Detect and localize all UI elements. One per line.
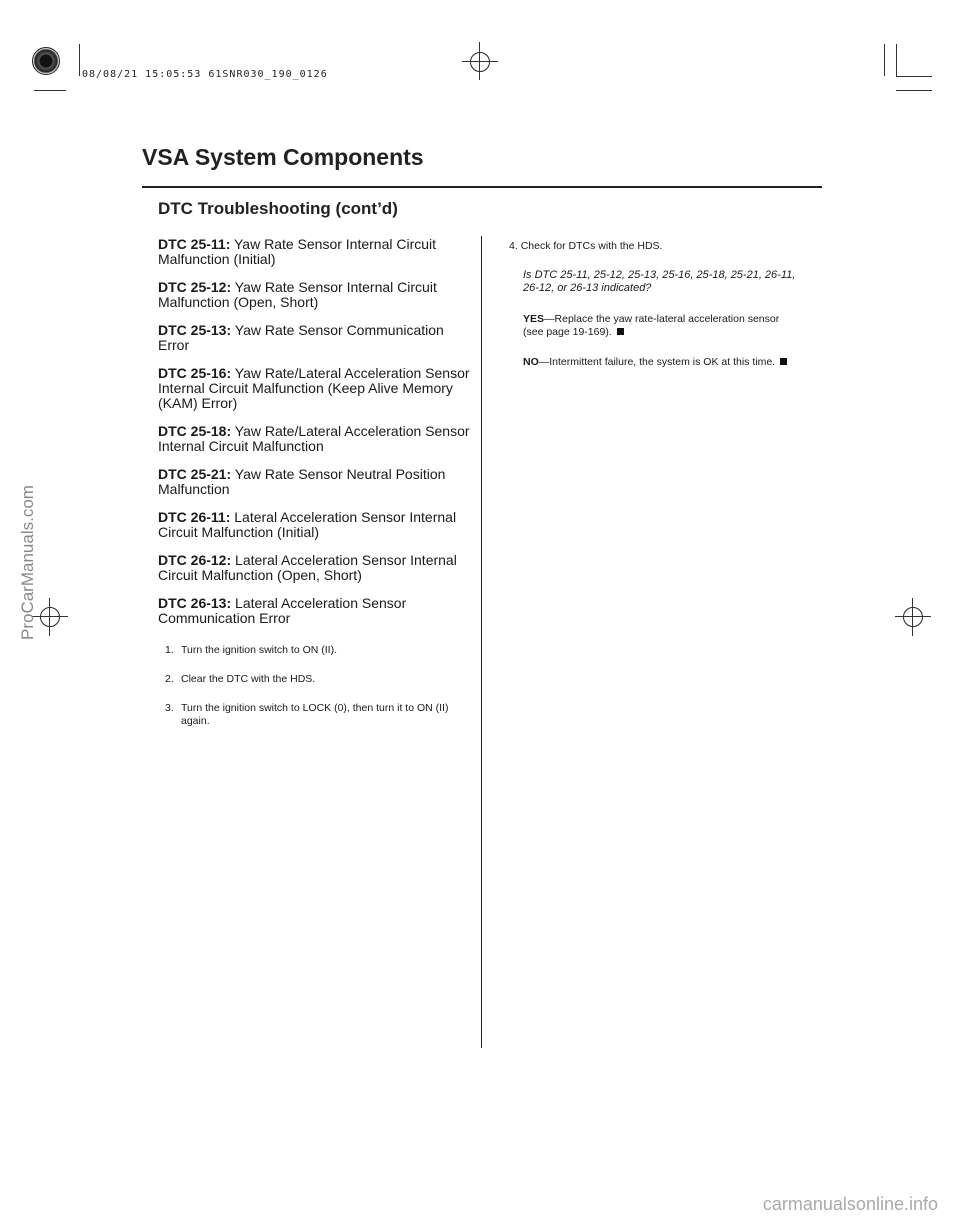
dtc-code: DTC 26-11: [158,509,231,525]
dtc-code: DTC 26-12: [158,552,232,568]
diagnostic-question: Is DTC 25-11, 25-12, 25-13, 25-16, 25-18, 25-21, 26-11, 26-12, or 26-13 indicated? [523,269,796,294]
step-number: 4. [509,240,518,252]
dtc-code: DTC 25-12: [158,279,232,295]
step-item [165,673,465,686]
dtc-code: DTC 26-13: [158,595,232,611]
dtc-description: Yaw Rate/Lateral Acceleration Sensor Internal Circuit Malfunction (Keep Alive Memory (KAM) Error) [158,365,470,411]
title-rule [142,186,822,188]
answer-key: YES [523,313,545,325]
dtc-code: DTC 25-21: [158,466,232,482]
registration-mark-icon [32,47,60,75]
crosshair-icon [470,52,490,72]
dtc-description: Yaw Rate Sensor Internal Circuit Malfunction (Open, Short) [158,279,437,310]
step-4 [509,240,809,253]
step-item [165,644,465,657]
dtc-item [158,553,473,583]
step-text: Turn the ignition switch to LOCK (0), then turn it to ON (II) again. [181,702,449,727]
step-text: Turn the ignition switch to ON (II). [181,644,337,656]
crosshair-icon [49,598,50,636]
dtc-code: DTC 25-13: [158,322,232,338]
page-title: VSA System Components [142,144,424,170]
procedure-steps [165,644,465,744]
dtc-description: Yaw Rate Sensor Internal Circuit Malfunction (Initial) [158,236,437,267]
crosshair-icon [462,61,498,62]
dtc-item [158,467,473,497]
crosshair-icon [895,616,931,617]
crosshair-icon [40,607,60,627]
crop-mark [884,44,885,76]
dtc-item [158,323,473,353]
answer-text: Replace the yaw rate-lateral acceleration sensor (see page 19-169). [523,313,780,338]
side-watermark: ProCarManuals.com [18,485,37,640]
crop-mark [896,44,897,76]
step-number: 1. [165,644,174,656]
step-item [165,702,465,728]
column-divider [481,236,482,1048]
footer-watermark: carmanualsonline.info [762,1194,938,1214]
dtc-description: Yaw Rate Sensor Neutral Position Malfunction [158,466,446,497]
dtc-item [158,510,473,540]
crop-mark [896,76,932,77]
yes-answer: YES—Replace the yaw rate-lateral acceleration sensor (see page 19-169). [523,313,780,338]
dtc-item [158,366,473,411]
dtc-code: DTC 25-16: [158,365,232,381]
end-mark-icon [617,328,624,335]
crop-mark [896,90,932,91]
dtc-item [158,237,473,267]
print-stamp: 08/08/21 15:05:53 61SNR030_190_0126 [82,69,328,80]
no-answer: NO—Intermittent failure, the system is OK at this time. [523,356,793,369]
dtc-description: Lateral Acceleration Sensor Internal Circuit Malfunction (Open, Short) [158,552,457,583]
dtc-item [158,596,473,626]
crop-mark [79,44,80,76]
end-mark-icon [780,358,787,365]
dtc-description: Yaw Rate/Lateral Acceleration Sensor Internal Circuit Malfunction [158,423,470,454]
dtc-description: Lateral Acceleration Sensor Communication Error [158,595,407,626]
step-text: Clear the DTC with the HDS. [181,673,316,685]
step-text: Check for DTCs with the HDS. [520,240,663,252]
dtc-list [158,237,473,639]
dtc-item [158,280,473,310]
dtc-description: Lateral Acceleration Sensor Internal Circuit Malfunction (Initial) [158,509,457,540]
dtc-description: Yaw Rate Sensor Communication Error [158,322,444,353]
crosshair-icon [912,598,913,636]
step-number: 2. [165,673,174,685]
answer-text: Intermittent failure, the system is OK at this time. [549,356,776,368]
dtc-code: DTC 25-18: [158,423,232,439]
section-title: DTC Troubleshooting (cont’d) [158,199,398,218]
dtc-code: DTC 25-11: [158,236,231,252]
crosshair-icon [903,607,923,627]
answer-key: NO [523,356,539,368]
step-number: 3. [165,702,174,714]
crop-mark [34,90,66,91]
dtc-item [158,424,473,454]
